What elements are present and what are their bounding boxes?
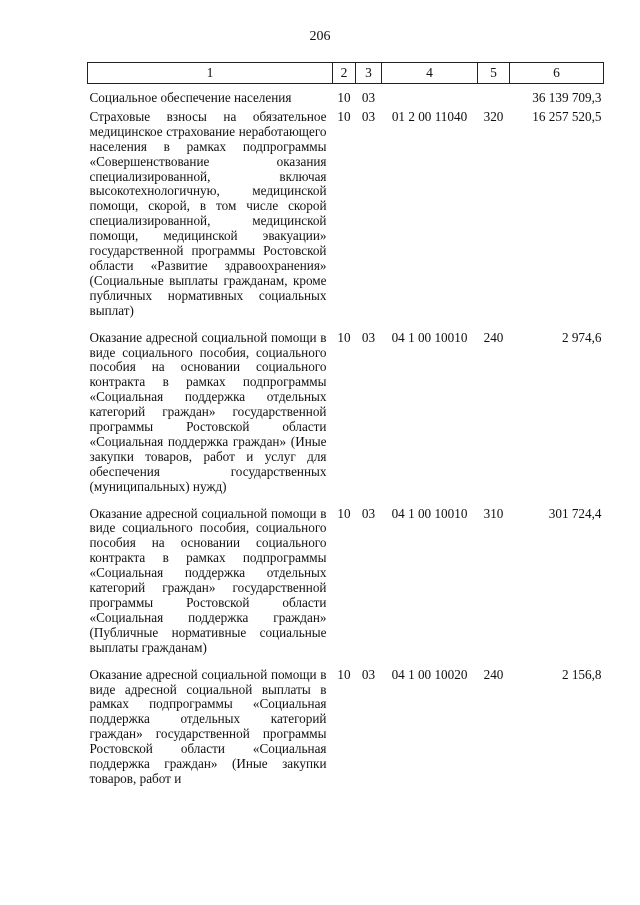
- row-expense-type: 320: [483, 108, 504, 124]
- row-name: Страховые взносы на обязательное медицинское страхование неработающего населения в рамках подпрограммы «Совершенствование оказания специализированной, включая высокотехнологичную, медицинской помощи, скорой, в том числе скорой специализированной, медицинской помощи, медицинской эвакуации» государственной программы Ростовской области «Развитие здравоохранения» (Социальные выплаты гражданам, кроме публичных нормативных социальных выплат): [89, 108, 327, 318]
- row-amount: 2 974,6: [561, 329, 602, 345]
- table-row: [88, 84, 604, 110]
- row-expense-type: 240: [483, 666, 504, 682]
- header-cell-amount: 6: [510, 63, 604, 84]
- page-number: 206: [309, 29, 331, 44]
- budget-table: [87, 62, 604, 799]
- table-row: [88, 668, 604, 799]
- row-section: 10: [337, 90, 351, 105]
- row-name: Социальное обеспечение населения: [89, 90, 292, 105]
- header-cell-expense-type: 5: [478, 63, 510, 84]
- table-row: [88, 507, 604, 668]
- header-cell-target-article: 4: [382, 63, 478, 84]
- row-target-article: 04 1 00 10010: [391, 505, 468, 521]
- row-subsection: 03: [361, 505, 376, 521]
- row-section: 10: [337, 505, 351, 521]
- row-amount: 2 156,8: [561, 666, 602, 682]
- header-cell-subsection: 3: [356, 63, 382, 84]
- row-section: 10: [337, 666, 351, 682]
- row-subsection: 03: [361, 108, 376, 124]
- header-cell-name: 1: [88, 63, 333, 84]
- row-section: 10: [337, 329, 351, 345]
- row-name: Оказание адресной социальной помощи в виде адресной социальной выплаты в рамках подпрограммы «Социальная поддержка отдельных категорий граждан» государственной программы Ростовской области «Социальная поддержка граждан» (Иные закупки товаров, работ и: [89, 666, 327, 786]
- header-cell-section: 2: [333, 63, 356, 84]
- row-subsection: 03: [361, 90, 376, 105]
- row-subsection: 03: [361, 666, 376, 682]
- row-name: Оказание адресной социальной помощи в виде социального пособия, социального пособия на основании социального контракта в рамках подпрограммы «Социальная поддержка отдельных категорий граждан» государственной программы Ростовской области «Социальная поддержка граждан» (Иные закупки товаров, работ и услуг для обеспечения государственных (муниципальных) нужд): [89, 329, 327, 494]
- row-amount: 16 257 520,5: [532, 108, 602, 124]
- row-expense-type: 310: [483, 505, 504, 521]
- row-expense-type: 240: [483, 329, 504, 345]
- row-target-article: 04 1 00 10020: [391, 666, 468, 682]
- row-amount: 36 139 709,3: [532, 90, 602, 105]
- row-name: Оказание адресной социальной помощи в виде социального пособия, социального пособия на основании социального контракта в рамках подпрограммы «Социальная поддержка отдельных категорий граждан» государственной программы Ростовской области «Социальная поддержка граждан» (Публичные нормативные социальные выплаты гражданам): [89, 505, 327, 655]
- row-target-article: [382, 84, 478, 110]
- row-section: 10: [337, 108, 351, 124]
- table-header-row: [88, 63, 604, 84]
- row-amount: 301 724,4: [548, 505, 602, 521]
- row-expense-type: [478, 84, 510, 110]
- table-row: [88, 110, 604, 331]
- row-target-article: 04 1 00 10010: [391, 329, 468, 345]
- table-row: [88, 331, 604, 507]
- row-target-article: 01 2 00 11040: [391, 108, 468, 124]
- row-subsection: 03: [361, 329, 376, 345]
